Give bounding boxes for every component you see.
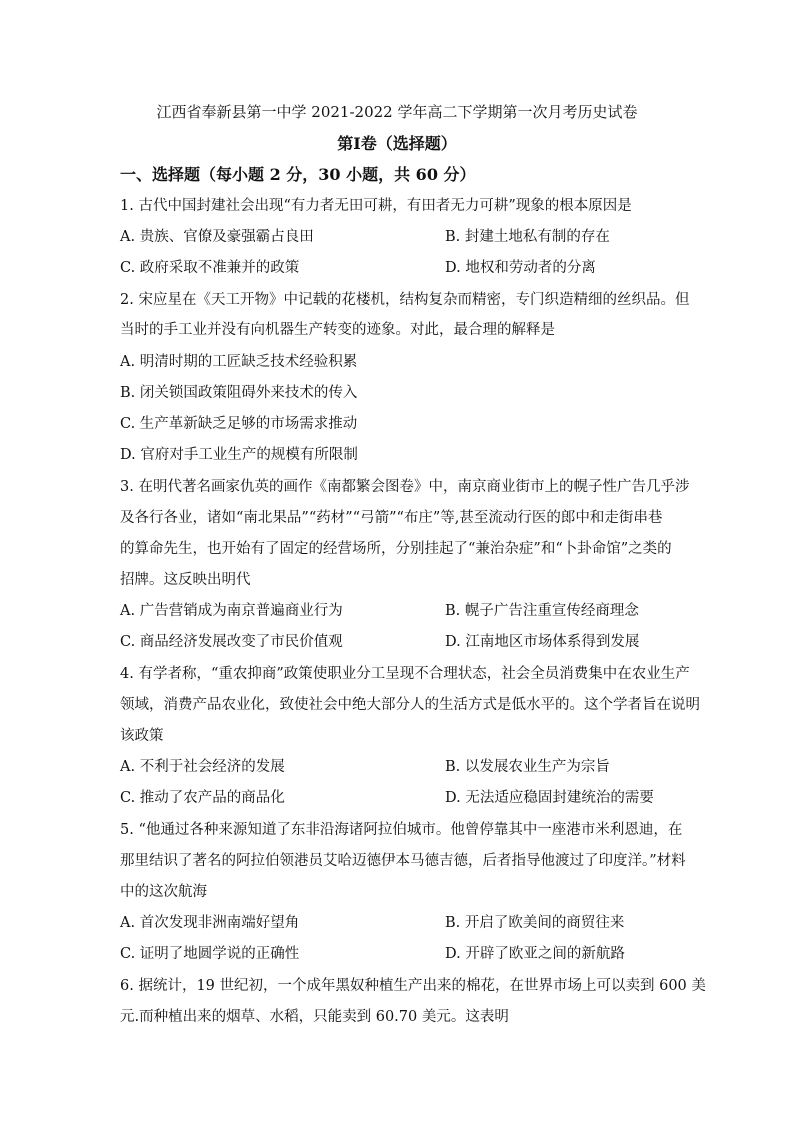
exam-title: 江西省奉新县第一中学 2021-2022 学年高二下学期第一次月考历史试卷 xyxy=(156,103,638,121)
question-1-option-b: B. 封建土地私有制的存在 xyxy=(445,229,610,245)
question-1-stem: 1. 古代中国封建社会出现“有力者无田可耕，有田者无力可耕”现象的根本原因是 xyxy=(120,198,632,214)
question-2-stem-line-1: 2. 宋应星在《天工开物》中记载的花楼机，结构复杂而精密，专门织造精细的丝织品。但 xyxy=(120,292,690,308)
question-3-option-c: C. 商品经济发展改变了市民价值观 xyxy=(120,634,343,650)
question-3-stem-line-2: 及各行各业，诸如“南北果品”“药材”“弓箭”“布庄”等,甚至流动行医的郎中和走街串巷 xyxy=(120,510,663,526)
question-3-option-a: A. 广告营销成为南京普遍商业行为 xyxy=(120,603,343,619)
question-5-stem-line-2: 那里结识了著名的阿拉伯领港员艾哈迈德伊本马德吉德，后者指导他渡过了印度洋。”材料 xyxy=(120,853,686,869)
question-4-stem-line-2: 领域，消费产品农业化，致使社会中绝大部分人的生活方式是低水平的。这个学者旨在说明 xyxy=(120,697,700,713)
section-heading: 一、选择题（每小题 2 分，30 小题，共 60 分） xyxy=(120,165,476,184)
part-heading: 第Ⅰ卷（选择题） xyxy=(337,134,457,153)
question-2-stem-line-2: 当时的手工业并没有向机器生产转变的迹象。对此，最合理的解释是 xyxy=(120,322,555,338)
question-3-stem-line-4: 招牌。这反映出明代 xyxy=(120,572,251,588)
question-1-option-d: D. 地权和劳动者的分离 xyxy=(445,260,596,276)
question-5-option-c: C. 证明了地圆学说的正确性 xyxy=(120,946,300,962)
question-4-option-d: D. 无法适应稳固封建统治的需要 xyxy=(445,790,654,806)
question-5-option-d: D. 开辟了欧亚之间的新航路 xyxy=(445,946,625,962)
question-6-stem-line-1: 6. 据统计，19 世纪初，一个成年黑奴种植生产出来的棉花，在世界市场上可以卖到 600 美 xyxy=(120,978,706,994)
question-3-stem-line-1: 3. 在明代著名画家仇英的画作《南都繁会图卷》中，南京商业街市上的幌子性广告几乎涉 xyxy=(120,479,690,495)
question-2-option-b: B. 闭关锁国政策阻碍外来技术的传入 xyxy=(120,385,358,401)
question-2-option-a: A. 明清时期的工匠缺乏技术经验积累 xyxy=(120,354,358,370)
question-3-option-d: D. 江南地区市场体系得到发展 xyxy=(445,634,640,650)
question-6-stem-line-2: 元.而种植出来的烟草、水稻，只能卖到 60.70 美元。这表明 xyxy=(120,1009,509,1025)
question-5-option-b: B. 开启了欧美间的商贸往来 xyxy=(445,915,625,931)
question-5-stem-line-3: 中的这次航海 xyxy=(120,884,207,900)
question-2-option-d: D. 官府对手工业生产的规模有所限制 xyxy=(120,447,358,463)
question-4-option-c: C. 推动了农产品的商品化 xyxy=(120,790,285,806)
question-1-option-c: C. 政府采取不准兼并的政策 xyxy=(120,260,300,276)
question-4-stem-line-3: 该政策 xyxy=(120,728,164,744)
question-5-stem-line-1: 5. “他通过各种来源知道了东非沿海诸阿拉伯城市。他曾停靠其中一座港市米利恩迪，在 xyxy=(120,822,683,838)
question-4-stem-line-1: 4. 有学者称，“重农抑商”政策使职业分工呈现不合理状态，社会全员消费集中在农业生产 xyxy=(120,666,690,682)
question-1-option-a: A. 贵族、官僚及豪强霸占良田 xyxy=(120,229,314,245)
question-4-option-a: A. 不利于社会经济的发展 xyxy=(120,759,285,775)
question-3-stem-line-3: 的算命先生，也开始有了固定的经营场所，分别挂起了“兼治杂症”和“卜卦命馆”之类的 xyxy=(120,541,672,557)
question-5-option-a: A. 首次发现非洲南端好望角 xyxy=(120,915,300,931)
question-4-option-b: B. 以发展农业生产为宗旨 xyxy=(445,759,610,775)
question-2-option-c: C. 生产革新缺乏足够的市场需求推动 xyxy=(120,416,358,432)
question-3-option-b: B. 幌子广告注重宣传经商理念 xyxy=(445,603,639,619)
